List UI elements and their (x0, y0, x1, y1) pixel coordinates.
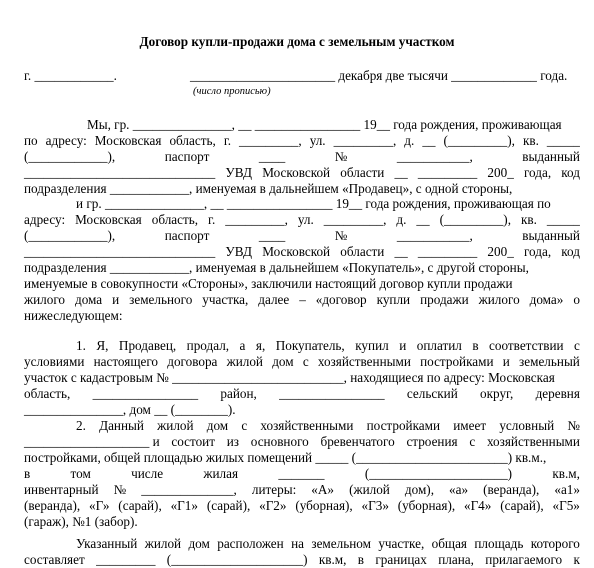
word: ________________ (279, 386, 385, 401)
word: дом (206, 418, 229, 433)
word: сельский (406, 386, 458, 401)
text-line: подразделения ____________, именуемая в дальнейшем «Продавец», с одной стороны, (24, 181, 513, 196)
text-line (24, 165, 580, 181)
text-line: _______________, дом __ (________). (24, 402, 236, 417)
word: ___________________ и (24, 434, 160, 449)
text-line: постройками, общей площадью жилых помещений _____ (_______________________) кв.м., (24, 450, 547, 465)
text-line (24, 212, 580, 228)
word: дом (272, 354, 294, 369)
word: (сарай), (500, 498, 544, 513)
word: земельном (311, 536, 371, 551)
text-line (76, 536, 580, 552)
document-title: Договор купли-продажи дома с земельным участком (139, 34, 455, 49)
text-line (24, 292, 580, 308)
word: жилой (157, 418, 194, 433)
word: года, (523, 244, 552, 259)
word: – (299, 292, 306, 307)
word: ________________ (92, 386, 199, 401)
word: выданный (522, 228, 580, 243)
word: числе (131, 466, 164, 481)
word: выданный (522, 149, 580, 164)
word: к (573, 552, 580, 567)
word: купил (355, 338, 389, 353)
word: паспорт (164, 149, 210, 164)
word: 2. (76, 418, 86, 433)
word: которого (530, 536, 580, 551)
word: жилого (24, 292, 66, 307)
word: земельный (519, 354, 580, 369)
word: в (357, 552, 364, 567)
text-line: подразделения ____________, именуемая в дальнейшем «Покупатель», с другой стороны, (24, 260, 529, 275)
word: и (502, 354, 510, 369)
word: __ (416, 212, 430, 227)
word: общая (431, 536, 468, 551)
word: основного (250, 434, 309, 449)
word: № (334, 149, 348, 164)
word: состоит (171, 434, 216, 449)
word: адресу: (24, 212, 66, 227)
text-line (24, 466, 580, 482)
word: дома» (529, 292, 564, 307)
word: расположен (217, 536, 284, 551)
word: Указанный (76, 536, 138, 551)
word: (_________), (443, 133, 515, 148)
text-line (24, 552, 580, 568)
word: (жилой (349, 482, 390, 497)
word: (сарай), (206, 498, 251, 513)
text-line: и гр. _______________, __ ________________ 19__ года рождения, проживающая по (76, 196, 551, 211)
text-line (24, 244, 580, 260)
word: инвентарный (24, 482, 99, 497)
word: УВД (225, 165, 253, 180)
text-line: (гараж), №1 (забор). (24, 514, 138, 529)
word: № (113, 482, 127, 497)
word: (____________), (24, 149, 116, 164)
text-line (76, 418, 580, 434)
word: (сарай), (118, 498, 162, 513)
word: Московская (94, 133, 162, 148)
word: код (561, 165, 580, 180)
word: и (399, 338, 407, 353)
word: бревенчатого (320, 434, 395, 449)
word: округ, (480, 386, 514, 401)
word: _________ (417, 165, 478, 180)
word: «Г5» (552, 498, 580, 513)
word: (____________________) (166, 552, 308, 567)
word: (уборная), (295, 498, 353, 513)
word: том (70, 466, 91, 481)
word: договора (167, 354, 218, 369)
word: о (573, 292, 580, 307)
word: в (24, 466, 31, 481)
word: код (561, 244, 580, 259)
word: имеет (453, 418, 487, 433)
word: условиями (24, 354, 85, 369)
word: участка, (202, 292, 249, 307)
word: продал, (186, 338, 230, 353)
word: постройками (366, 418, 441, 433)
text-line: именуемые в совокупности «Стороны», заключили настоящий договор купли продажи (24, 276, 513, 291)
word: _____ (546, 133, 580, 148)
word: кв. (522, 133, 539, 148)
word: «Г2» (259, 498, 287, 513)
word: Московской (262, 165, 331, 180)
word: г. (208, 212, 216, 227)
word: «Г» (88, 498, 110, 513)
word: участке, (378, 536, 425, 551)
word: настоящего (93, 354, 159, 369)
word: кв.м, (552, 466, 580, 481)
word: хозяйственными (317, 354, 411, 369)
word: с (302, 354, 309, 369)
text-line (24, 498, 580, 514)
word: «Г3» (361, 498, 389, 513)
word: по (24, 133, 38, 148)
word: земельного (129, 292, 193, 307)
word: __ (394, 244, 408, 259)
city-line: г. ____________. (24, 68, 117, 83)
word: кв. (520, 212, 537, 227)
word: _________, (323, 212, 387, 227)
text-line (24, 228, 580, 244)
word: Продавец, (118, 338, 177, 353)
word: Данный (99, 418, 144, 433)
word: ___________, (396, 228, 473, 243)
word: «а» (449, 482, 469, 497)
word: площадь (474, 536, 524, 551)
word: хозяйственными (260, 418, 354, 433)
word: __ (422, 133, 436, 148)
word: строения (406, 434, 458, 449)
text-line: участок с кадастровым № __________________________, находящиеся по адресу: Московская (24, 370, 555, 385)
word: «Г1» (170, 498, 198, 513)
word: район, (220, 386, 257, 401)
word: _________ (96, 552, 156, 567)
word: границах (375, 552, 427, 567)
word: _________ (417, 244, 478, 259)
word: д. (396, 212, 407, 227)
word: 200_ (487, 244, 514, 259)
word: области (340, 244, 385, 259)
text-line (24, 354, 580, 370)
word: жилой (226, 354, 263, 369)
word: составляет (24, 552, 85, 567)
text-line (24, 133, 580, 149)
word: с (469, 434, 476, 449)
word: оплатил (416, 338, 462, 353)
word: постройками (420, 354, 494, 369)
word: «А» (311, 482, 335, 497)
word: жилого (478, 292, 520, 307)
word: на (291, 536, 304, 551)
word: «договор (315, 292, 367, 307)
word: области (340, 165, 385, 180)
word: купли (376, 292, 411, 307)
word: «Г4» (463, 498, 492, 513)
word: прилагаемого (485, 552, 563, 567)
word: ____ (258, 149, 286, 164)
word: жилой (144, 536, 182, 551)
date-note: (число прописью) (193, 86, 271, 97)
word: ул. (309, 133, 326, 148)
word: а (239, 338, 246, 353)
word: плана, (438, 552, 474, 567)
word: условный (499, 418, 555, 433)
word: и (112, 292, 120, 307)
word: паспорт (164, 228, 210, 243)
text-line (24, 386, 580, 402)
word: я, (255, 338, 266, 353)
word: ул. (297, 212, 314, 227)
word: № (334, 228, 348, 243)
word: литеры: (251, 482, 297, 497)
date-line: ______________________ декабря две тысячи _____________ года. (190, 68, 568, 83)
word: деревня (535, 386, 580, 401)
word: г. (223, 133, 232, 148)
word: продажи (420, 292, 469, 307)
text-line (24, 434, 580, 450)
text-line (24, 482, 580, 498)
word: кв.м, (318, 552, 347, 567)
word: Я, (96, 338, 109, 353)
word: хозяйственными (486, 434, 580, 449)
word: (_____________________) (364, 466, 513, 481)
word: _________, (333, 133, 397, 148)
word: дома (74, 292, 103, 307)
word: «а1» (554, 482, 580, 497)
word: 1. (76, 338, 86, 353)
word: № (567, 418, 580, 433)
word: дом), (404, 482, 434, 497)
text-line (24, 149, 580, 165)
word: __ (394, 165, 408, 180)
word: (веранда), (24, 498, 81, 513)
word: Московской (262, 244, 331, 259)
word: с (241, 418, 248, 433)
word: д. (404, 133, 415, 148)
word: далее (258, 292, 290, 307)
word: 200_ (487, 165, 514, 180)
word: УВД (225, 244, 253, 259)
word: в (472, 338, 479, 353)
word: жилая (203, 466, 239, 481)
word: (уборная), (397, 498, 456, 513)
text-line (76, 338, 580, 354)
word: из (226, 434, 240, 449)
word: область, (151, 212, 199, 227)
word: _____ (546, 212, 580, 227)
word: область, (24, 386, 71, 401)
word: _____________________________ (24, 165, 216, 180)
word: ______________, (141, 482, 237, 497)
word: ___________, (396, 149, 473, 164)
word: ____ (258, 228, 286, 243)
word: (_________), (439, 212, 511, 227)
word: дом (188, 536, 210, 551)
word: область, (169, 133, 216, 148)
word: адресу: (45, 133, 87, 148)
word: _______ (278, 466, 325, 481)
word: _________, (239, 133, 302, 148)
word: Покупатель, (275, 338, 345, 353)
word: года, (523, 165, 552, 180)
word: _____________________________ (24, 244, 216, 259)
text-line: Мы, гр. _______________, __ ________________ 19__ года рождения, проживающая (87, 117, 562, 132)
word: соответствии (489, 338, 564, 353)
word: с (574, 338, 580, 353)
word: _________, (225, 212, 288, 227)
word: Московская (75, 212, 142, 227)
text-line: нижеследующем: (24, 308, 123, 323)
word: (____________), (24, 228, 116, 243)
word: (веранда), (483, 482, 540, 497)
